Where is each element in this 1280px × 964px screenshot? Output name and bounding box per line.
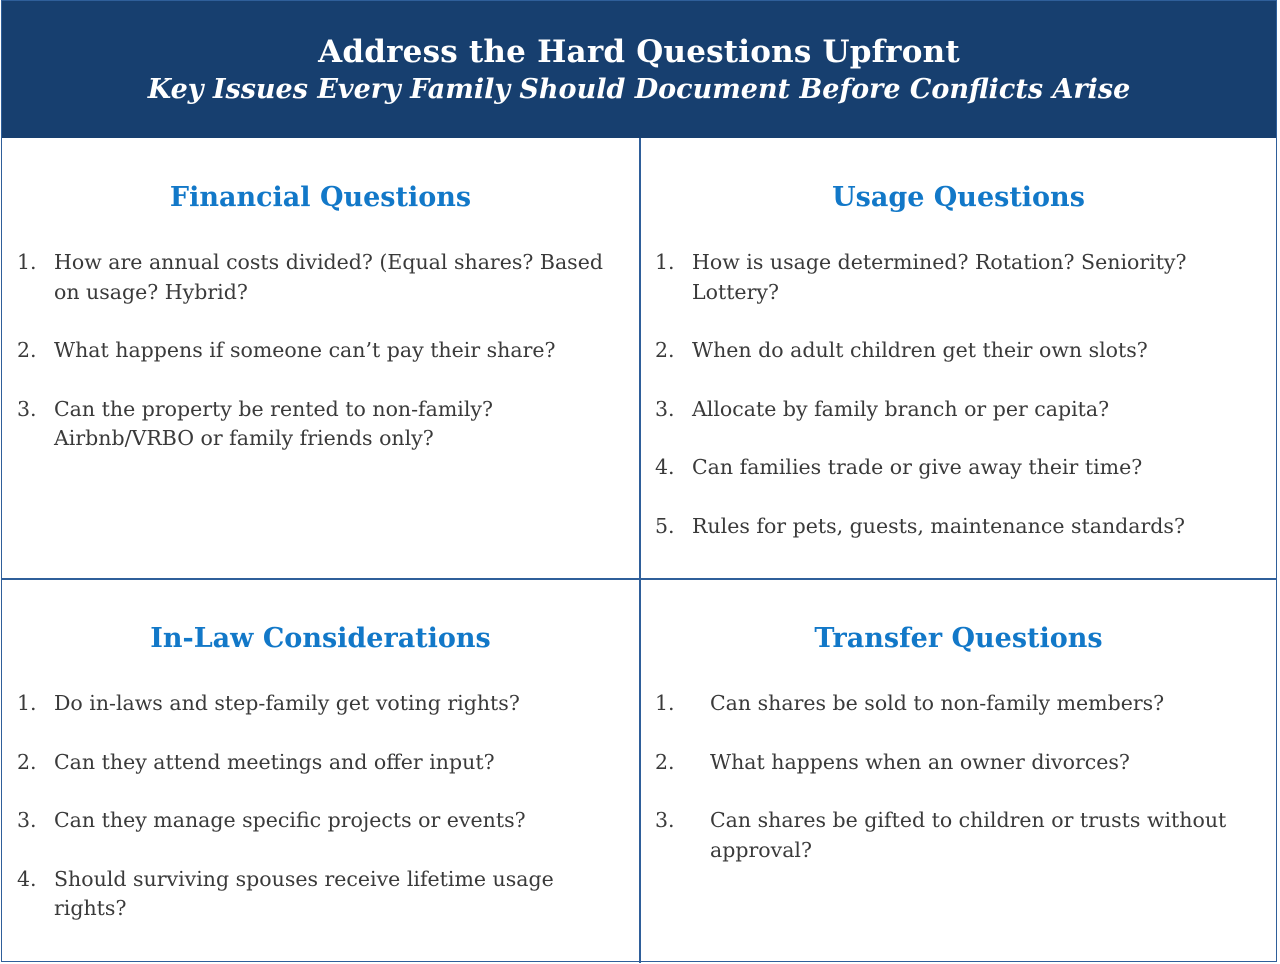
list-item [2, 336, 639, 366]
item-text: Can the property be rented to non-family? Airbnb/VRBO or family friends only? [54, 396, 493, 450]
page-title: Address the Hard Questions Upfront [318, 34, 960, 70]
section-usage-questions [640, 138, 1277, 578]
list-item [640, 512, 1277, 542]
list-item [640, 453, 1277, 483]
section-title: Financial Questions [169, 182, 472, 213]
list-item [2, 748, 639, 778]
item-number: 1. [655, 250, 675, 274]
header-banner [2, 1, 1276, 138]
item-number: 3. [655, 396, 675, 421]
question-list [2, 689, 639, 953]
item-text: Can shares be sold to non-family members? [710, 691, 1165, 715]
section-title: Transfer Questions [814, 623, 1103, 654]
item-number: 2. [655, 749, 675, 774]
item-text: How is usage determined? Rotation? Seniority? Lottery? [692, 250, 1187, 304]
item-text: When do adult children get their own slots? [692, 338, 1148, 362]
item-number: 1. [655, 691, 675, 715]
section-title: Usage Questions [832, 182, 1085, 213]
document-frame [1, 0, 1277, 962]
section-in-law-considerations [2, 579, 639, 963]
item-number: 1. [17, 691, 37, 715]
list-item [2, 248, 639, 307]
question-list [640, 248, 1277, 570]
list-item [640, 748, 1277, 778]
list-item [640, 395, 1277, 425]
list-item [2, 806, 639, 836]
list-item [2, 395, 639, 454]
list-item [640, 806, 1277, 865]
item-text: How are annual costs divided? (Equal shares? Based on usage? Hybrid? [54, 250, 603, 304]
item-number: 3. [655, 808, 675, 832]
item-text: Can they attend meetings and offer input? [54, 749, 495, 774]
section-title: In-Law Considerations [150, 623, 491, 654]
item-text: Can families trade or give away their time? [692, 455, 1143, 479]
item-text: Can shares be gifted to children or trusts without approval? [710, 808, 1227, 862]
item-text: Can they manage specific projects or events? [54, 808, 526, 832]
item-text: Should surviving spouses receive lifetime usage rights? [54, 866, 554, 920]
item-text: What happens when an owner divorces? [710, 749, 1130, 774]
section-financial-questions [2, 138, 639, 578]
list-item [2, 865, 639, 924]
item-number: 5. [655, 513, 675, 538]
item-text: Do in-laws and step-family get voting rights? [54, 691, 520, 715]
item-number: 2. [655, 338, 675, 362]
list-item [640, 689, 1277, 719]
item-number: 4. [655, 455, 675, 479]
question-list [2, 248, 639, 483]
list-item [2, 689, 639, 719]
list-item [640, 248, 1277, 307]
item-text: What happens if someone can’t pay their share? [54, 338, 556, 362]
page-subtitle: Key Issues Every Family Should Document Before Conflicts Arise [147, 74, 1131, 105]
list-item [640, 336, 1277, 366]
item-number: 3. [17, 396, 37, 421]
question-list [640, 689, 1277, 894]
item-number: 2. [17, 749, 37, 774]
section-transfer-questions [640, 579, 1277, 963]
item-number: 4. [17, 866, 37, 891]
item-number: 1. [17, 250, 37, 274]
item-text: Rules for pets, guests, maintenance standards? [692, 513, 1185, 538]
item-text: Allocate by family branch or per capita? [692, 396, 1110, 421]
item-number: 2. [17, 338, 37, 362]
item-number: 3. [17, 808, 37, 832]
